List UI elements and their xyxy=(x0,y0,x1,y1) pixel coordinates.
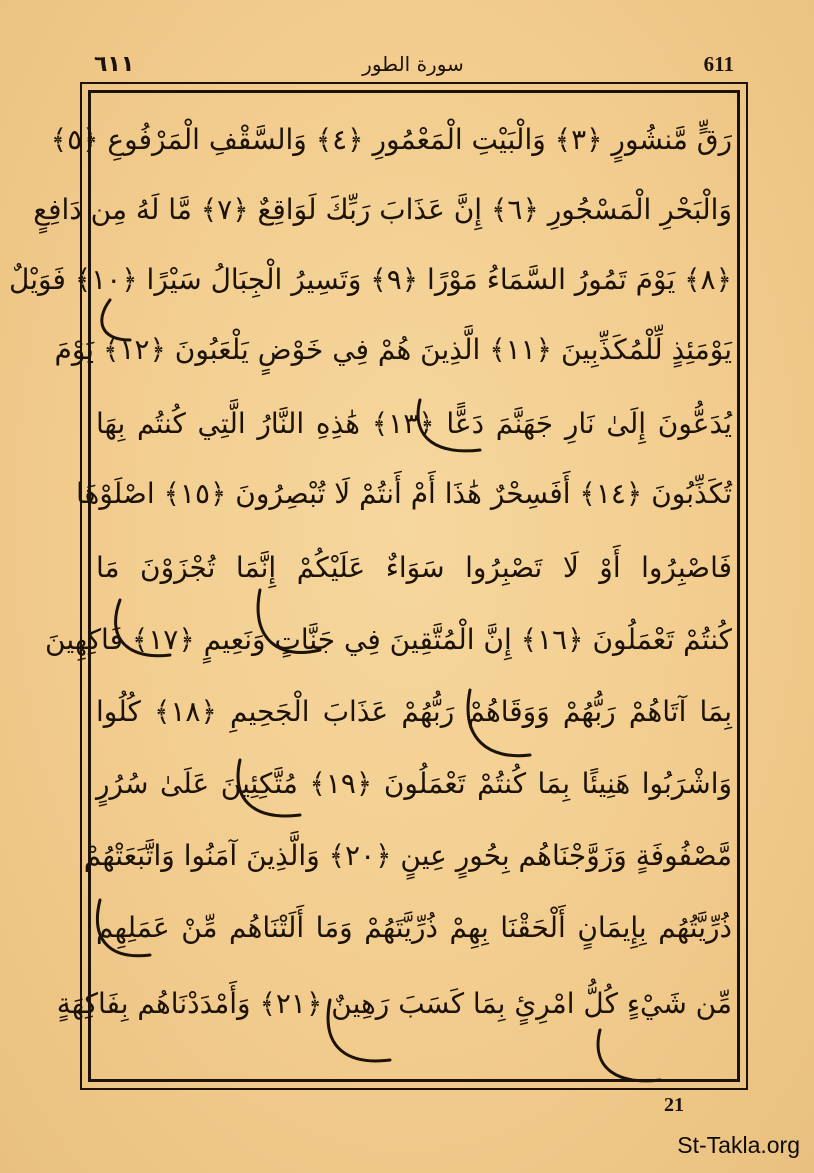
surah-title: سورة الطور xyxy=(362,52,464,76)
watermark: St-Takla.org xyxy=(677,1132,800,1158)
quran-text-block xyxy=(9,112,732,1062)
page-header xyxy=(88,48,738,82)
text-line-10: وَاشْرَبُوا هَنِيئًا بِمَا كُنتُمْ تَعْمَلُونَ ﴿١٩﴾ مُتَّكِئِينَ عَلَىٰ سُرُرٍ xyxy=(96,767,732,800)
text-line-4: يَوْمَئِذٍ لِّلْمُكَذِّبِينَ ﴿١١﴾ الَّذِينَ هُمْ فِي خَوْضٍ يَلْعَبُونَ ﴿١٢﴾ يَوْمَ xyxy=(54,333,732,366)
text-line-11: مَّصْفُوفَةٍ وَزَوَّجْنَاهُم بِحُورٍ عِينٍ ﴿٢٠﴾ وَالَّذِينَ آمَنُوا وَاتَّبَعَتْهُمْ xyxy=(83,839,732,872)
text-line-1: رَقٍّ مَّنشُورٍ ﴿٣﴾ وَالْبَيْتِ الْمَعْمُورِ ﴿٤﴾ وَالسَّقْفِ الْمَرْفُوعِ ﴿٥﴾ xyxy=(50,123,732,156)
text-line-8: كُنتُمْ تَعْمَلُونَ ﴿١٦﴾ إِنَّ الْمُتَّقِينَ فِي جَنَّاتٍ وَنَعِيمٍ ﴿١٧﴾ فَاكِهِينَ xyxy=(45,623,732,656)
text-line-13: مِّن شَيْءٍ كُلُّ امْرِئٍ بِمَا كَسَبَ رَهِينٌ ﴿٢١﴾ وَأَمْدَدْنَاهُم بِفَاكِهَةٍ xyxy=(56,987,732,1020)
text-line-7: فَاصْبِرُوا أَوْ لَا تَصْبِرُوا سَوَاءٌ عَلَيْكُمْ إِنَّمَا تُجْزَوْنَ مَا xyxy=(96,551,732,584)
text-line-5: يُدَعُّونَ إِلَىٰ نَارِ جَهَنَّمَ دَعًّا ﴿١٣﴾ هَٰذِهِ النَّارُ الَّتِي كُنتُم بِهَا xyxy=(96,407,732,440)
text-line-9: بِمَا آتَاهُمْ رَبُّهُمْ وَوَقَاهُمْ رَبُّهُمْ عَذَابَ الْجَحِيمِ ﴿١٨﴾ كُلُوا xyxy=(96,695,732,728)
text-line-3: ﴿٨﴾ يَوْمَ تَمُورُ السَّمَاءُ مَوْرًا ﴿٩﴾ وَتَسِيرُ الْجِبَالُ سَيْرًا ﴿١٠﴾ فَوَيْلٌ xyxy=(9,263,732,296)
footer-page-number: 21 xyxy=(664,1094,684,1116)
text-line-6: تُكَذِّبُونَ ﴿١٤﴾ أَفَسِحْرٌ هَٰذَا أَمْ أَنتُمْ لَا تُبْصِرُونَ ﴿١٥﴾ اصْلَوْهَا xyxy=(76,477,732,510)
page-number-latin: 611 xyxy=(703,52,734,76)
text-line-2: وَالْبَحْرِ الْمَسْجُورِ ﴿٦﴾ إِنَّ عَذَابَ رَبِّكَ لَوَاقِعٌ ﴿٧﴾ مَّا لَهُ مِن دَافِعٍ xyxy=(33,193,732,226)
text-line-12: ذُرِّيَّتُهُم بِإِيمَانٍ أَلْحَقْنَا بِهِمْ ذُرِّيَّتَهُمْ وَمَا أَلَتْنَاهُم مِّنْ عَمَلِهِم xyxy=(96,911,732,944)
page-number-arabic: ٦١١ xyxy=(94,52,135,77)
